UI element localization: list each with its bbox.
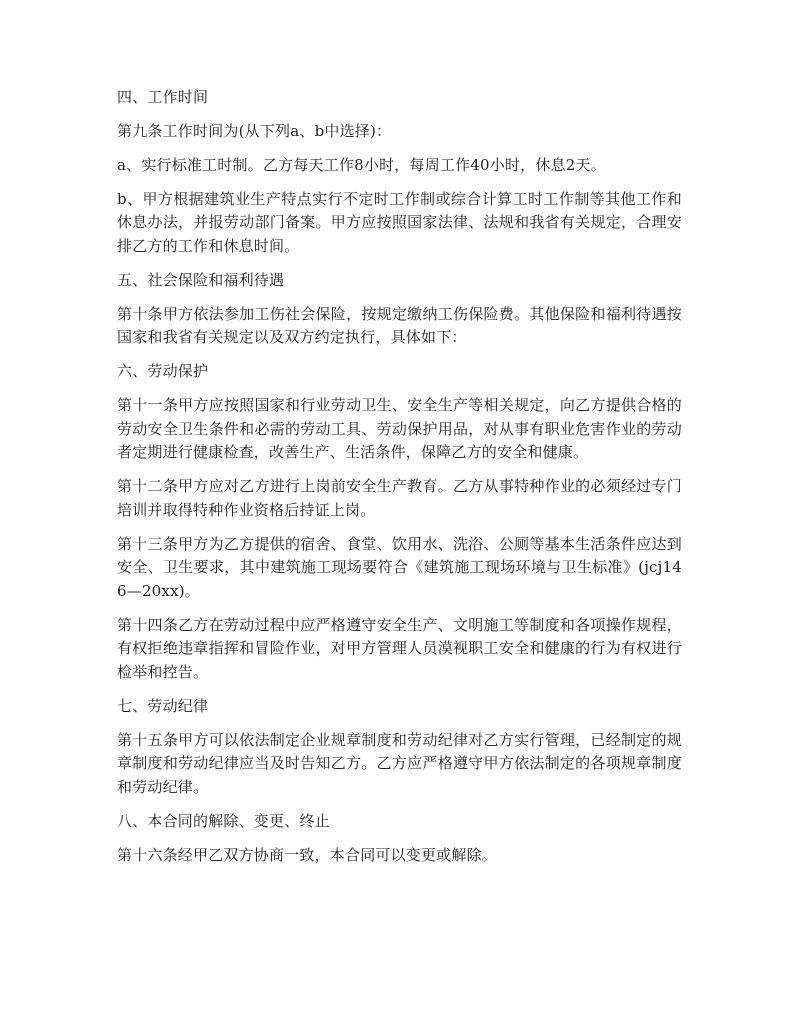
article-15: 第十五条甲方可以依法制定企业规章制度和劳动纪律对乙方实行管理，已经制定的规章制度和劳动纪律应当及时告知乙方。乙方应严格遵守甲方依法制定的各项规章制度和劳动纪律。 (117, 730, 682, 796)
article-12: 第十二条甲方应对乙方进行上岗前安全生产教育。乙方从事特种作业的必须经过专门培训并取得特种作业资格后持证上岗。 (117, 477, 682, 519)
section-heading-labor-protection: 六、劳动保护 (117, 362, 209, 381)
article-11: 第十一条甲方应按照国家和行业劳动卫生、安全生产等相关规定，向乙方提供合格的劳动安全卫生条件和必需的劳动工具、劳动保护用品，对从事有职业危害作业的劳动者定期进行健康检查，改善生产、生活条件，保障乙方的安全和健康。 (117, 396, 682, 462)
article-9: 第九条工作时间为(从下列a、b中选择)： (117, 121, 392, 140)
article-10: 第十条甲方依法参加工伤社会保险，按规定缴纳工伤保险费。其他保险和福利待遇按国家和我省有关规定以及双方约定执行，具体如下： (117, 304, 682, 347)
section-heading-work-time: 四、工作时间 (117, 88, 209, 106)
article-16: 第十六条经甲乙双方协商一致，本合同可以变更或解除。 (117, 845, 498, 864)
section-heading-labor-discipline: 七、劳动纪律 (117, 696, 209, 715)
article-9-option-b: b、甲方根据建筑业生产特点实行不定时工作制或综合计算工时工作制等其他工作和休息办法，并报劳动部门备案。甲方应按照国家法律、法规和我省有关规定，合理安排乙方的工作和休息时间。 (117, 189, 682, 255)
section-heading-contract-termination: 八、本合同的解除、变更、终止 (117, 811, 330, 830)
section-heading-social-insurance: 五、社会保险和福利待遇 (117, 270, 285, 289)
article-9-option-a: a、实行标准工时制。乙方每天工作8小时，每周工作40小时，休息2天。 (117, 155, 606, 174)
article-14: 第十四条乙方在劳动过程中应严格遵守安全生产、文明施工等制度和各项操作规程，有权拒绝违章指挥和冒险作业，对甲方管理人员漠视职工安全和健康的行为有权进行检举和控告。 (117, 615, 682, 681)
article-13: 第十三条甲方为乙方提供的宿舍、食堂、饮用水、洗浴、公厕等基本生活条件应达到安全、卫生要求，其中建筑施工现场要符合《建筑施工现场环境与卫生标准》(jcj146—20xx)。 (117, 534, 682, 600)
document-page (117, 86, 682, 877)
